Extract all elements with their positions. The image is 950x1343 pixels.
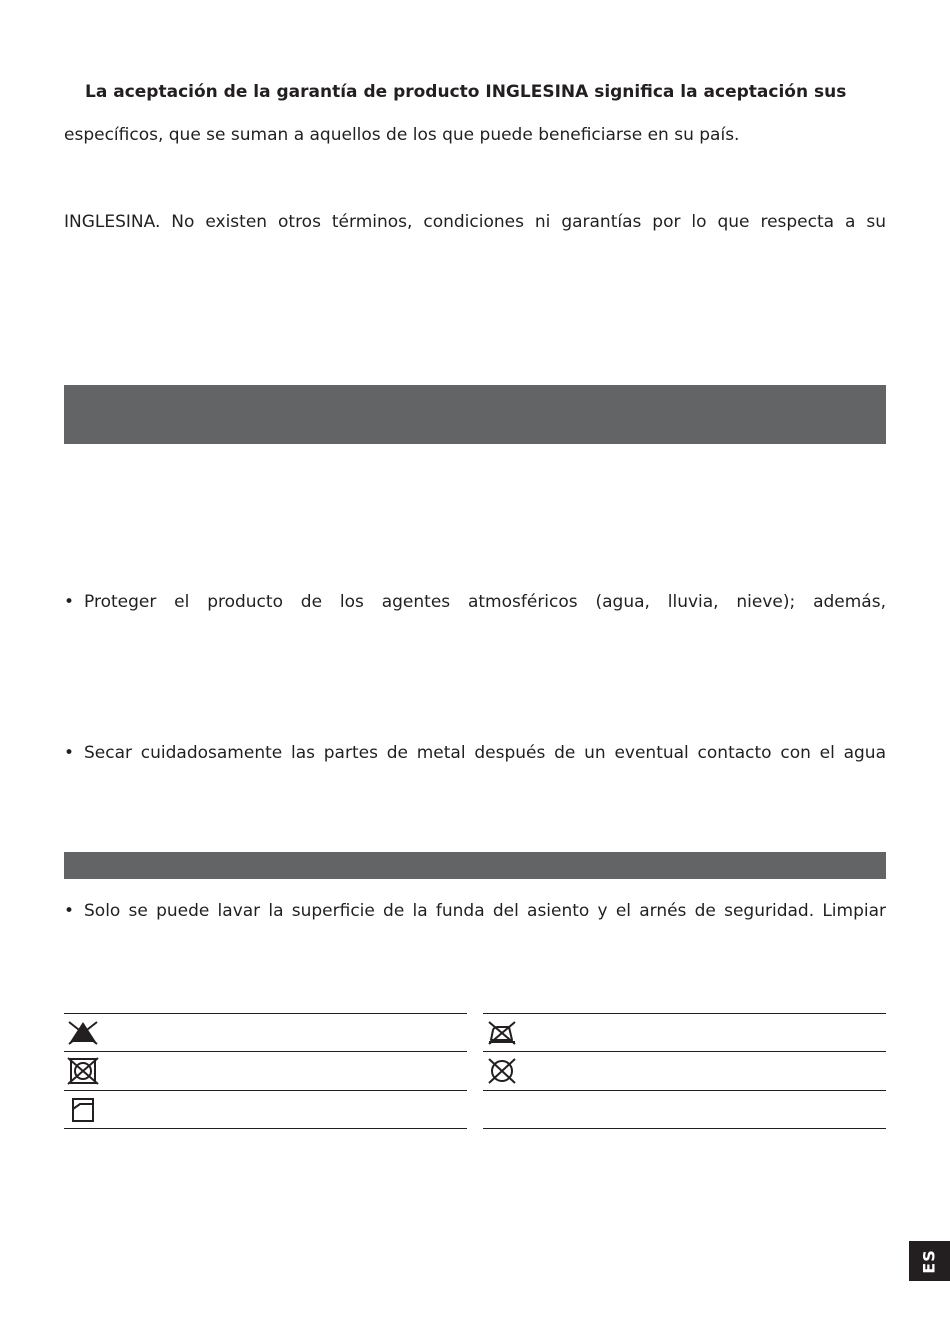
cleaning-section-bar — [64, 852, 886, 879]
table-rule — [64, 1128, 467, 1129]
warranty-text-line-3: INGLESINA. No existen otros términos, condiciones ni garantías por lo que respecta a su — [64, 212, 886, 232]
bullet-marker: • — [64, 743, 75, 763]
no-tumble-dry-icon — [66, 1057, 100, 1085]
table-rule — [64, 1090, 467, 1091]
cleaning-item-wash: Solo se puede lavar la superficie de la funda del asiento y el arnés de seguridad. Limpiar — [84, 901, 886, 921]
maintenance-item-protect: Proteger el producto de los agentes atmosféricos (agua, lluvia, nieve); además, — [84, 592, 886, 612]
bullet-marker: • — [64, 901, 75, 921]
no-iron-icon — [485, 1018, 519, 1046]
table-rule — [64, 1013, 467, 1014]
no-dry-clean-icon — [485, 1057, 519, 1085]
bullet-marker: • — [64, 592, 75, 612]
no-bleach-icon — [66, 1018, 100, 1046]
line-dry-icon — [66, 1096, 100, 1124]
table-rule — [483, 1013, 886, 1014]
warranty-text-line-1: La aceptación de la garantía de producto INGLESINA significa la aceptación sus — [85, 82, 847, 102]
language-tab — [909, 1241, 950, 1281]
table-rule — [483, 1051, 886, 1052]
maintenance-item-dry-metal: Secar cuidadosamente las partes de metal después de un eventual contacto con el agua — [84, 743, 886, 763]
table-rule — [483, 1090, 886, 1091]
warranty-text-line-2: específicos, que se suman a aquellos de los que puede beneficiarse en su país. — [64, 125, 740, 145]
table-rule — [483, 1128, 886, 1129]
table-rule — [64, 1051, 467, 1052]
language-tab-label: ES — [919, 1248, 939, 1274]
maintenance-section-bar — [64, 385, 886, 444]
